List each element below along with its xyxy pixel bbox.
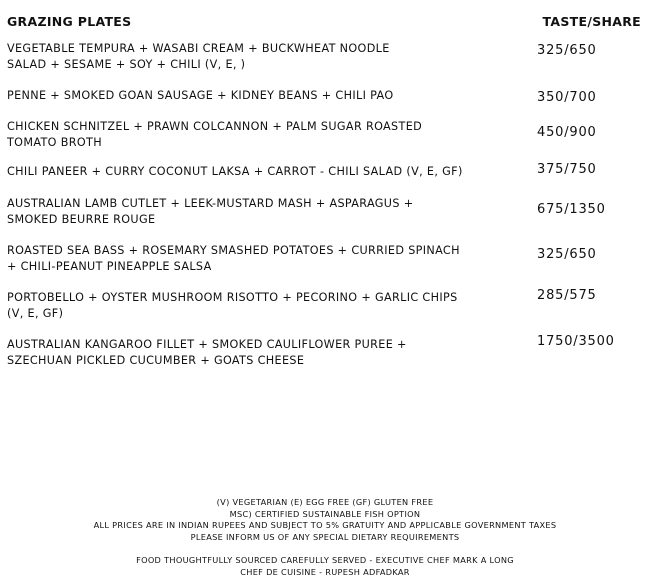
price-column-header: TASTE/SHARE — [542, 14, 641, 29]
section-title: GRAZING PLATES — [7, 14, 132, 29]
menu-item-price: 350/700 — [537, 90, 597, 105]
menu-item-price: 285/575 — [537, 288, 597, 303]
menu-item-description: VEGETABLE TEMPURA + WASABI CREAM + BUCKWHEAT NOODLE SALAD + SESAME + SOY + CHILI (V, E, ) — [7, 42, 390, 71]
menu-item-price: 325/650 — [537, 247, 597, 262]
menu-item-price: 675/1350 — [537, 202, 606, 217]
prices-note: ALL PRICES ARE IN INDIAN RUPEES AND SUBJECT TO 5% GRATUITY AND APPLICABLE GOVERNMENT TAXES — [93, 520, 557, 530]
menu-item-description: AUSTRALIAN LAMB CUTLET + LEEK-MUSTARD MASH + ASPARAGUS + SMOKED BEURRE ROUGE — [7, 197, 414, 226]
dietary-legend: (V) VEGETARIAN (E) EGG FREE (GF) GLUTEN FREE — [216, 497, 434, 507]
menu-item — [7, 88, 637, 104]
menu-item — [7, 119, 637, 150]
menu-item-description: CHILI PANEER + CURRY COCONUT LAKSA + CARROT - CHILI SALAD (V, E, GF) — [7, 165, 463, 178]
menu-item-price: 450/900 — [537, 125, 597, 140]
dietary-requirements-note: PLEASE INFORM US OF ANY SPECIAL DIETARY REQUIREMENTS — [190, 531, 460, 542]
menu-item-description: AUSTRALIAN KANGAROO FILLET + SMOKED CAULIFLOWER PUREE + SZECHUAN PICKLED CUCUMBER + GOATS CHEESE — [7, 338, 407, 367]
menu-item-description: PENNE + SMOKED GOAN SAUSAGE + KIDNEY BEANS + CHILI PAO — [7, 89, 394, 102]
menu-footer-credits — [0, 555, 650, 578]
menu-item — [7, 334, 637, 368]
menu-item — [7, 41, 637, 72]
menu-footer-notes — [0, 497, 650, 543]
menu-item-price: 375/750 — [537, 162, 597, 177]
menu-item — [7, 243, 637, 274]
menu-item — [7, 164, 637, 180]
menu-item-description: CHICKEN SCHNITZEL + PRAWN COLCANNON + PALM SUGAR ROASTED TOMATO BROTH — [7, 120, 423, 149]
menu-item — [7, 290, 637, 321]
menu-item — [7, 196, 637, 227]
menu-item-price: 1750/3500 — [537, 334, 615, 349]
menu-item-description: ROASTED SEA BASS + ROSEMARY SMASHED POTATOES + CURRIED SPINACH + CHILI-PEANUT PINEAPPLE SALSA — [7, 244, 460, 273]
menu-item-price: 325/650 — [537, 43, 597, 58]
menu-item-description: PORTOBELLO + OYSTER MUSHROOM RISOTTO + PECORINO + GARLIC CHIPS (V, E, GF) — [7, 291, 458, 320]
executive-chef-line: FOOD THOUGHTFULLY SOURCED CAREFULLY SERVED - EXECUTIVE CHEF MARK A LONG — [136, 555, 514, 565]
msc-note: MSC) CERTIFIED SUSTAINABLE FISH OPTION — [229, 508, 421, 519]
chef-de-cuisine-line: CHEF DE CUISINE - RUPESH ADFADKAR — [240, 566, 410, 577]
